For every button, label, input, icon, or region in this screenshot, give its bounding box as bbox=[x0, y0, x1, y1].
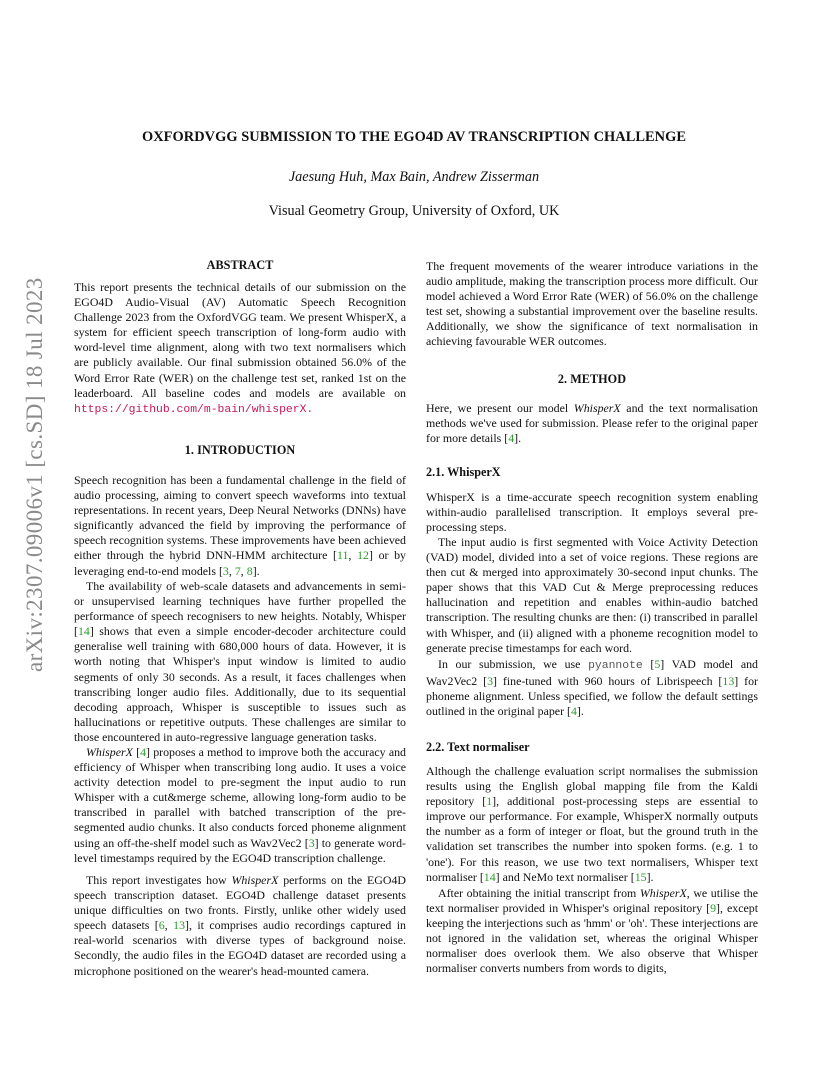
citation-link[interactable]: 5 bbox=[654, 657, 661, 671]
citation-link[interactable]: 3 bbox=[308, 835, 315, 850]
citation-link[interactable]: 8 bbox=[246, 563, 253, 578]
normaliser-p1-text-c: ] and NeMo text normaliser [ bbox=[495, 869, 635, 884]
intro-p2-text-a: The availability of web-scale datasets and advancements in semi- or unsupervised learning techniques have further propelled the performance of speech recognisers to new heights. Notably, Whisper [ bbox=[74, 579, 406, 639]
paper-authors: Jaesung Huh, Max Bain, Andrew Zisserman bbox=[288, 169, 540, 185]
whisperx-paragraph-2: The input audio is first segmented with Voice Activity Detection (VAD) model, divided into a set of voice regions. These regions are then cut & merged into approximately 30-second input chunks. The paper shows that this VAD Cut & Merge preprocessing reduces hallucination and repetition and enables within-audio batched transcription. The resulting chunks are then: (i) transcribed in parallel with Whisper, and (ii) aligned with a phoneme recognition model to generate precise timestamps for each word. bbox=[426, 535, 758, 655]
whisperx-term: WhisperX bbox=[231, 873, 279, 887]
method-text-a: Here, we present our model bbox=[426, 401, 569, 415]
intro-p4-text-b: performs on the EGO4D speech transcription dataset. EGO4D challenge dataset presents unique difficulties on two fronts. Firstly, unlike other widely used speech datasets [ bbox=[74, 873, 406, 933]
abstract-url-link[interactable]: https://github.com/m-bain/whisperX. bbox=[74, 403, 314, 416]
normaliser-p2-text-c: ], except keeping the interjections such as 'hmm' or 'oh'. These interjections are not ignored in the validation set, whereas the original Whisper normaliser does overlook them. We also observe that Whisper normaliser converts numbers from words to digits, bbox=[426, 901, 758, 976]
intro-p3-text-b: ] to generate word-level timestamps required by the EGO4D transcription challenge. bbox=[74, 835, 406, 865]
arxiv-identifier: arXiv:2307.09006v1 [cs.SD] 18 Jul 2023 bbox=[22, 277, 47, 672]
citation-link[interactable]: 4 bbox=[570, 704, 577, 719]
whisperx-subsection-heading: 2.1. WhisperX bbox=[426, 465, 501, 479]
whisperx-paragraph-1: WhisperX is a time-accurate speech recognition system enabling within-audio parallelised transcription. It employs several pre-processing steps. bbox=[426, 490, 758, 535]
paper-title: OXFORDVGG SUBMISSION TO THE EGO4D AV TRANSCRIPTION CHALLENGE bbox=[142, 129, 686, 145]
text-normaliser-subsection-heading: 2.2. Text normaliser bbox=[426, 740, 530, 754]
citation-link[interactable]: 6 bbox=[158, 918, 165, 933]
text-normaliser-paragraph-2 bbox=[426, 886, 758, 977]
intro-paragraph-1: Speech recognition has been a fundamental challenge in the field of audio processing, aiming to convert speech waveforms into textual representations. In recent years, Deep Neural Networks (DNNs) have significantly advanced the field by improving the performance of speech recognition systems. These improvements have been achieved either through the hybrid DNN-HMM architecture [11, 12] or by leveraging end-to-end models [3, 7, 8]. bbox=[74, 473, 407, 578]
method-heading: 2. METHOD bbox=[557, 372, 627, 386]
intro-paragraph-3: WhisperX [4] proposes a method to improve both the accuracy and efficiency of Whisper when transcribing long audio. It uses a voice activity detection model to pre-segment the input audio to run Whisper with a cut&merge scheme, allowing long-form audio to be transcribed in parallel with batched transcription of the pre-segmented audio chunks. It also conducts forced phoneme alignment using an off-the-shelf model such as Wav2Vec2 [3] to generate word-level timestamps required by the EGO4D transcription challenge. bbox=[74, 745, 406, 865]
intro-p2-text-b: ] shows that even a simple encoder-decoder architecture could generalise well training with 680,000 hours of data. However, it is worth noting that Whisper's input window is limited to audio segments of only 30 seconds. As a result, it faces challenges when transcribing longer audio files. Additionally, due to its sequential decoding approach, Whisper is susceptible to issues such as hallucinations or repetitive outputs. These challenges are similar to those encountered in auto-regressive language generation tasks. bbox=[74, 624, 406, 744]
citation-link[interactable]: 14 bbox=[483, 869, 496, 884]
citation-link[interactable]: 14 bbox=[77, 624, 90, 639]
intro-p3-text-a: ] proposes a method to improve both the accuracy and efficiency of Whisper when transcribing long audio. It uses a voice activity detection model to pre-segment the input audio to run Whisper with a cut&merge scheme, allowing long-form audio to be transcribed in parallel with batched transcription of the pre-segmented audio chunks. It also conducts forced phoneme alignment using an off-the-shelf model such as Wav2Vec2 [ bbox=[74, 745, 406, 850]
citation-link[interactable]: 7 bbox=[234, 563, 241, 578]
whisperx-p3-text-a: In our submission, we use bbox=[438, 657, 581, 671]
abstract-body: This report presents the technical details of our submission on the EGO4D Audio-Visual (AV) Automatic Speech Recognition Challenge 2023 from the OxfordVGG team. We present WhisperX, a system for efficient speech transcription of long-form audio with word-level time alignment, along with two text normalisers which are publicly available. Our final submission obtained 56.0% of the Word Error Rate (WER) on the challenge test set, ranked 1st on the leaderboard. All baseline codes and models are available on bbox=[74, 280, 406, 400]
intro-paragraph-2 bbox=[74, 579, 406, 745]
whisperx-paragraph-3: In our submission, we use pyannote [5] VAD model and Wav2Vec2 [3] fine-tuned with 960 hours of Librispeech [13] for phoneme alignment. Unless specified, we follow the default settings outlined in the original paper [4]. bbox=[426, 657, 759, 719]
normaliser-p2-text-a: After obtaining the initial transcript from bbox=[438, 886, 637, 900]
citation-link[interactable]: 1 bbox=[486, 794, 493, 809]
method-text-b: and the text normalisation methods we've used for submission. Please refer to the original paper for more details [ bbox=[426, 401, 758, 446]
whisperx-term: WhisperX bbox=[86, 745, 133, 759]
introduction-heading: 1. INTRODUCTION bbox=[184, 443, 296, 457]
citation-link[interactable]: 11 bbox=[337, 548, 349, 563]
intro-continued-paragraph: The frequent movements of the wearer introduce variations in the audio amplitude, making the transcription process more difficult. Our model achieved a Word Error Rate (WER) of 56.0% on the challenge test set, showing a substantial improvement over the baseline results. Additionally, we show the significance of text normalisation in achieving favourable WER outcomes. bbox=[426, 259, 758, 349]
whisperx-p3-text-c: ] fine-tuned with 960 hours of Librispeech [ bbox=[493, 674, 723, 689]
abstract-text bbox=[74, 280, 406, 418]
text-normaliser-paragraph-1: Although the challenge evaluation script normalises the submission results using the English global mapping file from the Kaldi repository [1], additional post-processing steps are essential to improve our performance. For example, WhisperX normally outputs the number as a form of integer or float, but the ground truth in the validation set transcribes the number into spoken forms. (e.g. 1 to 'one'). For this reason, we use two text normalisers, Whisper text normaliser [14] and NeMo text normaliser [15]. bbox=[426, 764, 758, 884]
citation-link[interactable]: 3 bbox=[222, 563, 229, 578]
method-paragraph: Here, we present our model WhisperX and the text normalisation methods we've used for submission. Please refer to the original paper for more details [4]. bbox=[426, 401, 758, 446]
paper-affiliation: Visual Geometry Group, University of Oxford, UK bbox=[268, 203, 560, 219]
citation-link[interactable]: 4 bbox=[508, 431, 515, 446]
whisperx-p3-text-d: ] for phoneme alignment. Unless specified, we follow the default settings outlined in the original paper [ bbox=[426, 674, 759, 719]
citation-link[interactable]: 13 bbox=[173, 918, 186, 933]
intro-p1-text-a: Speech recognition has been a fundamental challenge in the field of audio processing, aiming to convert speech waveforms into textual representations. In recent years, Deep Neural Networks (DNNs) have significantly advanced the field by improving the performance of speech recognition systems. These improvements have been achieved either through the hybrid DNN-HMM architecture [ bbox=[74, 473, 406, 563]
intro-paragraph-4: This report investigates how WhisperX performs on the EGO4D speech transcription dataset. EGO4D challenge dataset presents unique difficulties on two fronts. Firstly, unlike other widely used speech datasets [6, 13], it comprises audio recordings captured in real-world scenarios with diverse types of background noise. Secondly, the audio files in the EGO4D dataset are recorded using a microphone positioned on the wearer's head-mounted camera. bbox=[74, 873, 407, 978]
normaliser-p1-text-b: ], additional post-processing steps are essential to improve our performance. For example, WhisperX normally outputs the number as a form of integer or float, but the ground truth in the validation set transcribes the number into spoken forms. (e.g. 1 to 'one'). For this reason, we use two text normalisers, Whisper text normaliser [ bbox=[426, 794, 758, 884]
whisperx-term: WhisperX bbox=[639, 886, 687, 900]
citation-link[interactable]: 9 bbox=[710, 901, 717, 916]
normaliser-p1-text-a: Although the challenge evaluation script normalises the submission results using the English global mapping file from the Kaldi repository [ bbox=[426, 764, 758, 809]
citation-link[interactable]: 12 bbox=[357, 548, 369, 563]
citation-link[interactable]: 15 bbox=[634, 869, 647, 884]
pyannote-term: pyannote bbox=[588, 660, 643, 672]
whisperx-term: WhisperX bbox=[573, 401, 621, 415]
intro-p1-text-b: ] or by leveraging end-to-end models [ bbox=[74, 548, 407, 578]
normaliser-p2-text-b: , we utilise the text normaliser provided in Whisper's original repository [ bbox=[426, 886, 758, 916]
citation-link[interactable]: 13 bbox=[722, 674, 735, 689]
whisperx-p3-text-b: ] VAD model and Wav2Vec2 [ bbox=[426, 657, 758, 689]
intro-p4-text-c: ], it comprises audio recordings captured in real-world scenarios with diverse types of background noise. Secondly, the audio files in the EGO4D dataset are recorded using a microphone positioned on the wearer's head-mounted camera. bbox=[74, 918, 407, 978]
citation-link[interactable]: 4 bbox=[140, 745, 147, 759]
citation-link[interactable]: 3 bbox=[487, 674, 494, 689]
abstract-heading: ABSTRACT bbox=[206, 258, 274, 272]
intro-p4-text-a: This report investigates how bbox=[86, 873, 227, 887]
